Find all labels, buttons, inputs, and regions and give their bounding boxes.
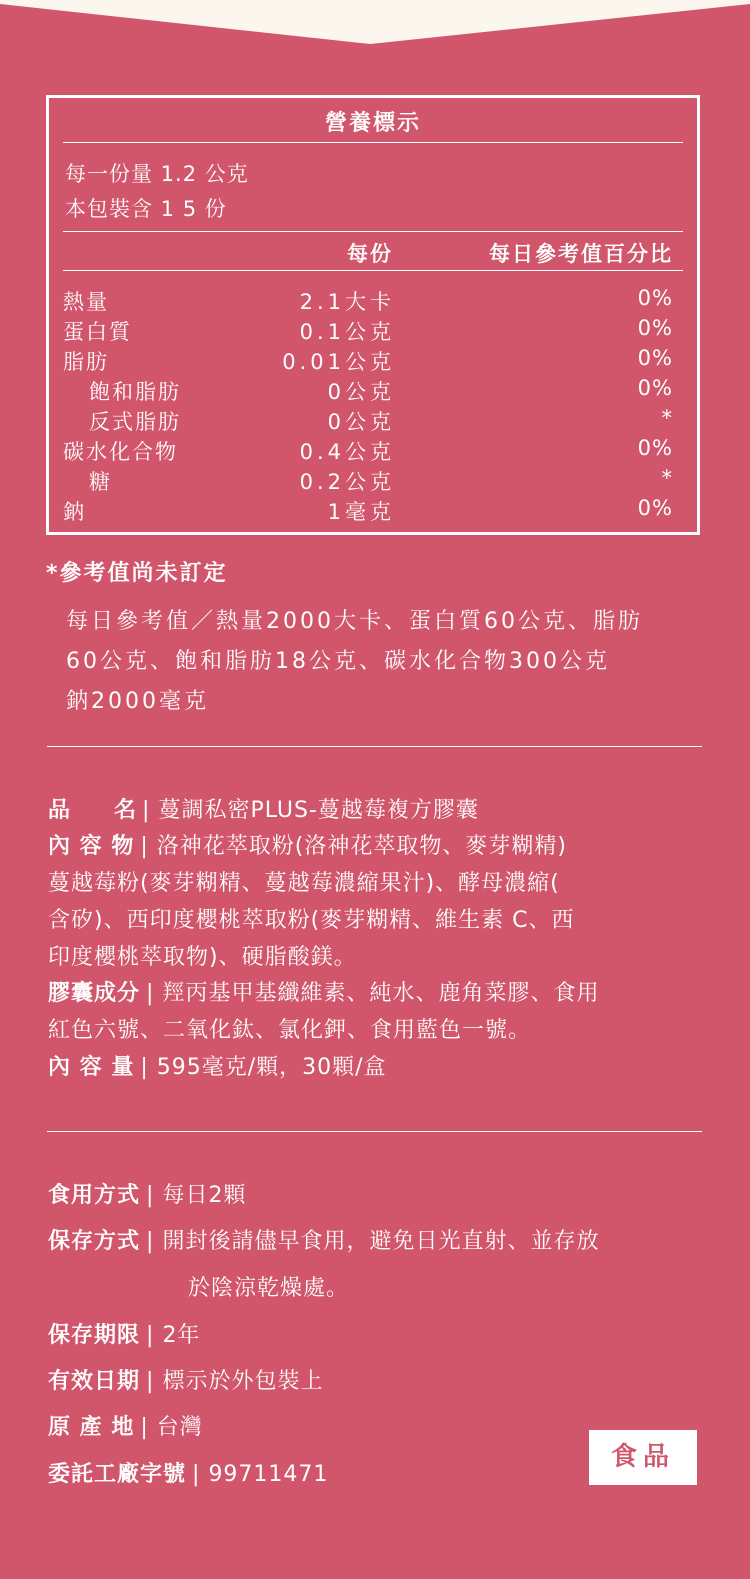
nutrient-per-serving: 0公克 [327, 410, 395, 434]
separator: | [146, 1229, 155, 1254]
separator: | [192, 1462, 201, 1487]
volume-line [48, 1050, 387, 1081]
separator: | [142, 798, 151, 823]
contents-value: 洛神花萃取粉(洛神花萃取物、麥芽糊精) [156, 834, 567, 859]
shelf-life-value: 2年 [162, 1323, 201, 1348]
nutrient-daily-pct: 0% [637, 376, 673, 400]
reference-note-line: 鈉2000毫克 [66, 689, 209, 714]
nutrient-row [49, 406, 697, 436]
nutrient-daily-pct: * [661, 466, 673, 490]
storage-line [48, 1224, 599, 1255]
capsule-continued: 紅色六號、二氧化鈦、氯化鉀、食用藍色一號。 [48, 1018, 532, 1043]
nutrient-daily-pct: 0% [637, 316, 673, 340]
expiry-label: 有效日期 [48, 1369, 141, 1394]
contents-continued: 含矽)、西印度櫻桃萃取粉(麥芽糊精、維生素 C、西 [48, 908, 575, 933]
nutrient-daily-pct: * [661, 406, 673, 430]
servings-per-pack: 本包裝含 1 5 份 [65, 197, 227, 221]
capsule-label: 膠囊成分 [48, 981, 141, 1006]
nutrition-facts-box [46, 95, 700, 535]
volume-value: 595毫克/顆，30顆/盒 [156, 1055, 387, 1080]
product-name-value: 蔓調私密PLUS-蔓越莓複方膠囊 [158, 798, 479, 823]
food-stamp: 食品 [589, 1430, 697, 1485]
nutrient-per-serving: 0.01公克 [282, 350, 395, 374]
storage-label: 保存方式 [48, 1229, 141, 1254]
shelf-life-line [48, 1318, 200, 1349]
expiry-value: 標示於外包裝上 [162, 1369, 324, 1394]
separator: | [146, 1183, 155, 1208]
separator: | [146, 1323, 155, 1348]
nutrient-row [49, 436, 697, 466]
capsule-value: 羥丙基甲基纖維素、純水、鹿角菜膠、食用 [162, 981, 600, 1006]
separator: | [140, 834, 149, 859]
product-name-label: 品 名 [48, 798, 137, 823]
nutrient-row [49, 496, 697, 526]
nutrient-daily-pct: 0% [637, 496, 673, 520]
separator: | [146, 981, 155, 1006]
license-line [48, 1457, 328, 1488]
product-name-line [48, 793, 479, 824]
volume-label: 內 容 量 [48, 1055, 135, 1080]
contents-line [48, 829, 567, 860]
nutrient-name: 脂肪 [63, 350, 109, 374]
nutrient-per-serving: 0.2公克 [299, 470, 395, 494]
expiry-line [48, 1364, 323, 1395]
nutrient-name: 飽和脂肪 [89, 380, 181, 404]
storage-continued: 於陰涼乾燥處。 [188, 1276, 350, 1301]
storage-value: 開封後請儘早食用，避免日光直射、並存放 [162, 1229, 600, 1254]
nutrient-per-serving: 0公克 [327, 380, 395, 404]
nutrient-daily-pct: 0% [637, 436, 673, 460]
col-per-serving: 每份 [347, 242, 393, 266]
nutrient-per-serving: 0.1公克 [299, 320, 395, 344]
contents-continued: 蔓越莓粉(麥芽糊精、蔓越莓濃縮果汁)、酵母濃縮( [48, 871, 560, 896]
reference-note-title: *參考值尚未訂定 [46, 561, 228, 586]
separator: | [140, 1415, 149, 1440]
license-label: 委託工廠字號 [48, 1462, 187, 1487]
nutrient-name: 碳水化合物 [63, 440, 178, 464]
method-value: 每日2顆 [162, 1183, 247, 1208]
reference-note-line: 每日參考值／熱量2000大卡、蛋白質60公克、脂肪 [66, 609, 643, 634]
nutrient-per-serving: 2.1大卡 [299, 290, 395, 314]
nutrient-row [49, 466, 697, 496]
origin-line [48, 1410, 203, 1441]
serving-size: 每一份量 1.2 公克 [65, 162, 249, 186]
nutrient-name: 反式脂肪 [89, 410, 181, 434]
reference-note-line: 60公克、飽和脂肪18公克、碳水化合物300公克 [66, 649, 610, 674]
origin-value: 台灣 [156, 1415, 203, 1440]
top-notch-band [0, 0, 750, 50]
nutrient-name: 糖 [89, 470, 112, 494]
nutrient-name: 蛋白質 [63, 320, 132, 344]
nutrient-daily-pct: 0% [637, 286, 673, 310]
nutrient-daily-pct: 0% [637, 346, 673, 370]
license-value: 99711471 [208, 1462, 329, 1487]
separator: | [146, 1369, 155, 1394]
nutrition-rule [63, 142, 683, 143]
shelf-life-label: 保存期限 [48, 1323, 141, 1348]
method-line [48, 1178, 246, 1209]
nutrition-title: 營養標示 [324, 111, 421, 136]
nutrient-name: 熱量 [63, 290, 109, 314]
col-daily-pct: 每日參考值百分比 [489, 242, 673, 266]
nutrient-per-serving: 0.4公克 [299, 440, 395, 464]
nutrient-row [49, 316, 697, 346]
contents-label: 內 容 物 [48, 834, 135, 859]
section-divider [47, 746, 702, 747]
method-label: 食用方式 [48, 1183, 141, 1208]
nutrition-rule [63, 270, 683, 271]
origin-label: 原 產 地 [48, 1415, 135, 1440]
nutrition-rule [63, 231, 683, 232]
nutrient-per-serving: 1毫克 [327, 500, 395, 524]
nutrient-row [49, 376, 697, 406]
nutrient-name: 鈉 [63, 500, 86, 524]
section-divider [47, 1131, 702, 1132]
contents-continued: 印度櫻桃萃取物)、硬脂酸鎂。 [48, 945, 357, 970]
separator: | [140, 1055, 149, 1080]
capsule-line [48, 976, 599, 1007]
nutrient-row [49, 286, 697, 316]
nutrient-row [49, 346, 697, 376]
